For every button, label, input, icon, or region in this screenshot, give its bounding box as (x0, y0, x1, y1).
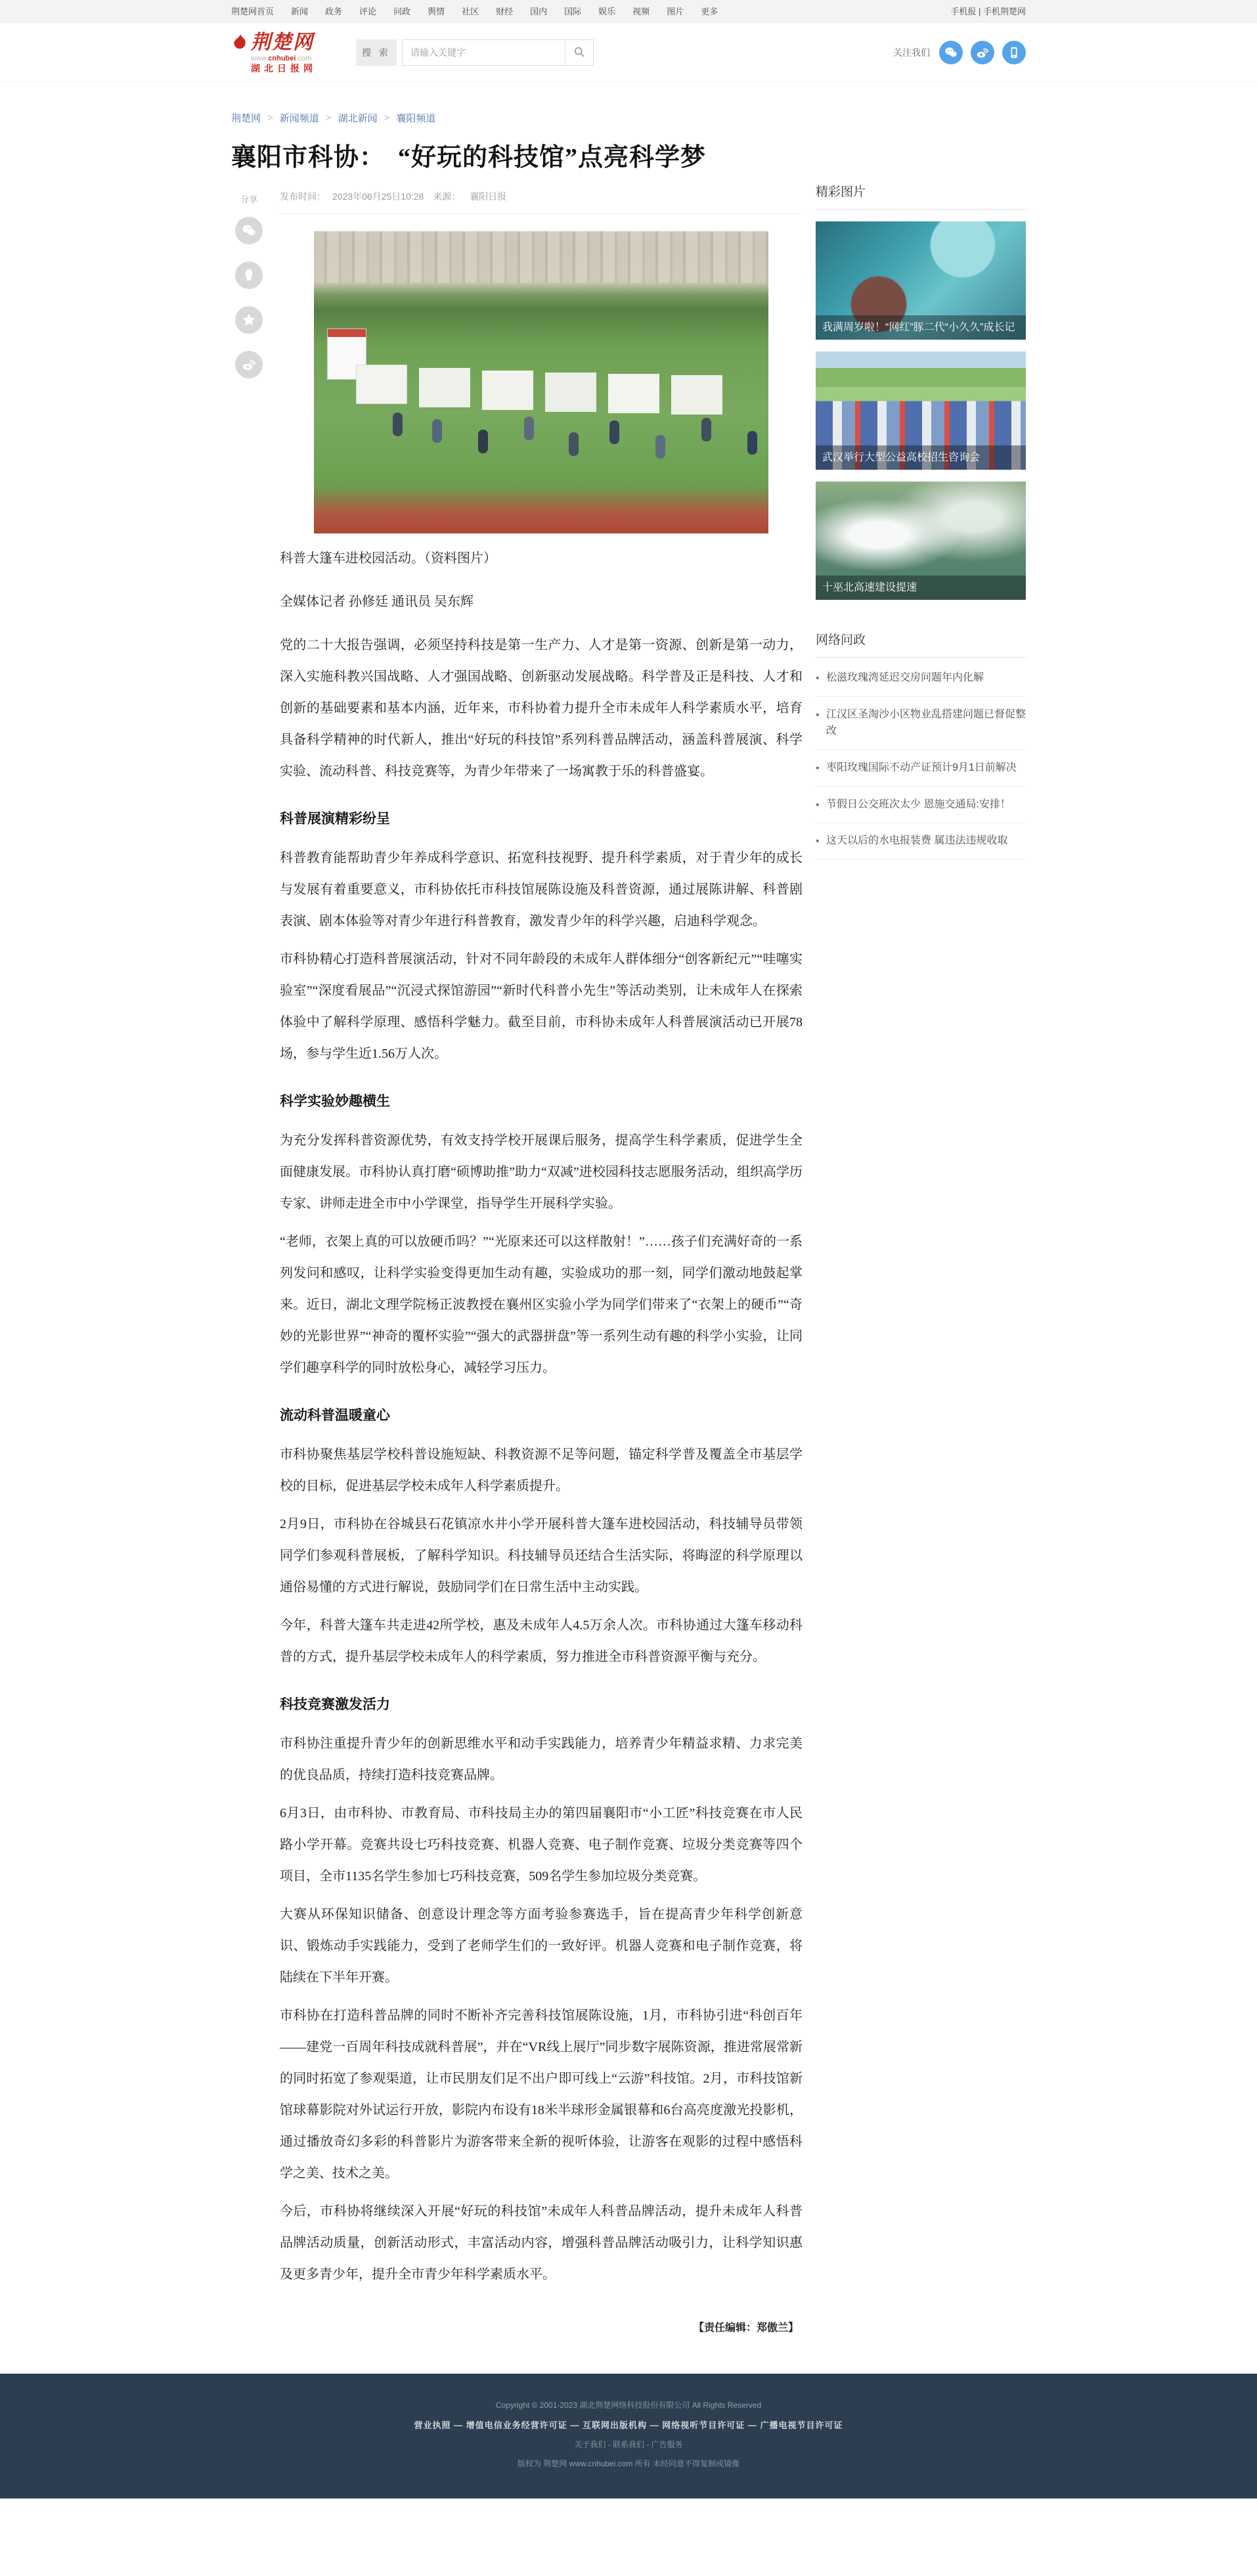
topbar-nav (231, 5, 718, 17)
footer-license-links[interactable]: 营业执照 — 增值电信业务经营许可证 — 互联网出版机构 — 网络视听节目许可证 — 广播电视节目许可证 (414, 2420, 843, 2431)
topbar-link[interactable]: 社区 (462, 7, 479, 16)
gallery-card-caption: 武汉举行大型公益高校招生咨询会 (816, 445, 1026, 470)
photo-display-boards-decor (356, 365, 407, 404)
politics-item[interactable]: • 江汉区圣淘沙小区物业乱搭建问题已督促整改 (816, 697, 1026, 750)
breadcrumb-link[interactable]: 襄阳频道 (396, 113, 436, 125)
article-paragraph: 市科协精心打造科普展演活动，针对不同年龄段的未成年人群体细分“创客新纪元”“哇噻实验室”“深度看展品”“沉浸式探馆游园”“新时代科普小先生”等活动类别，让未成年人在探索体验中了解科学原理、感悟科学魅力。截至目前，市科协未成年人科普展演活动已开展78场，参与学生近1.56万人次。 (280, 952, 803, 1062)
article-body (280, 629, 803, 2290)
photo-buildings-decor (314, 231, 768, 282)
gallery-card[interactable] (816, 221, 1026, 340)
topbar-link[interactable]: 财经 (496, 7, 514, 16)
politics-title: 网络问政 (816, 630, 1026, 658)
politics-item[interactable]: • 这天以后的水电报装费 属违法违规收取 (816, 823, 1026, 860)
gallery-list (816, 221, 1026, 600)
footer-text: 版权为 荆楚网 www.cnhubei.com 所有 未经同意不得复制或镜像 (517, 2459, 740, 2469)
search-icon (573, 45, 586, 60)
breadcrumb-separator: > (384, 112, 390, 124)
topbar-link[interactable]: 更多 (701, 7, 718, 16)
breadcrumb (231, 111, 803, 125)
breadcrumb-link[interactable]: 湖北新闻 (338, 113, 378, 125)
topbar-link[interactable]: 视频 (632, 7, 650, 16)
topbar-link[interactable]: 评论 (359, 7, 377, 16)
logo-url: www.cnhubei.com (251, 55, 312, 62)
topbar-link[interactable]: 图片 (667, 7, 684, 16)
wechat-share-icon[interactable] (235, 217, 263, 244)
politics-section (816, 630, 1026, 860)
wechat-icon[interactable] (939, 41, 963, 64)
article-paragraph: 科普教育能帮助青少年养成科学意识、拓宽科技视野、提升科学素质，对于青少年的成长与发展有着重要意义，市科协依托市科技馆展陈设施及科普资源，通过展陈讲解、科普剧表演、剧本体验等对青少年进行科普教育，激发青少年的科学兴趣，启迪科学观念。 (280, 851, 803, 929)
breadcrumb-link[interactable]: 荆楚网 (231, 113, 261, 125)
site-footer (0, 2374, 1257, 2498)
gallery-title: 精彩图片 (816, 182, 1026, 210)
source-value: 襄阳日报 (470, 191, 507, 202)
source-label: 来源： (433, 191, 461, 202)
page-title: 襄阳市科协： “好玩的科技馆”点亮科学梦 (231, 144, 707, 172)
topbar-link[interactable]: 舆情 (428, 7, 445, 16)
site-logo[interactable] (231, 32, 317, 74)
search-input[interactable] (402, 39, 565, 66)
topbar-link[interactable]: 问政 (393, 7, 411, 16)
weibo-share-icon[interactable] (235, 351, 263, 378)
editor-credit: 【责任编辑：郑傲兰】 (693, 2322, 799, 2334)
breadcrumb-separator: > (267, 112, 273, 124)
article-meta (280, 190, 803, 214)
politics-list (816, 660, 1026, 860)
flame-icon (231, 33, 248, 50)
share-label: 分享 (240, 194, 257, 205)
gallery-card[interactable] (816, 351, 1026, 470)
site-header (0, 22, 1257, 82)
article-paragraph: 为充分发挥科普资源优势，有效支持学校开展课后服务，提高学生科学素质，促进学生全面健康发展。市科协认真打磨“硕博助推”助力“双减”进校园科技志愿服务活动，组织高学历专家、讲师走进全市中小学课堂，指导学生开展科学实验。 (280, 1133, 803, 1211)
article-paragraph: 2月9日，市科协在谷城县石花镇凉水井小学开展科普大篷车进校园活动，科技辅导员带领同学们参观科普展板，了解科学知识。科技辅导员还结合生活实际，将晦涩的科学原理以通俗易懂的方式进行解说，鼓励同学们在日常生活中主动实践。 (280, 1517, 803, 1595)
article (267, 190, 803, 2334)
qq-share-icon[interactable] (235, 261, 263, 289)
publish-time: 2023年06月25日10:28 (332, 191, 424, 202)
article-paragraph: 6月3日，由市科协、市教育局、市科技局主办的第四届襄阳市“小工匠”科技竞赛在市人民路小学开幕。竞赛共设七巧科技竞赛、机器人竞赛、电子制作竞赛、垃圾分类竞赛等四个项目，全市1135名学生参加七巧科技竞赛，509名学生参加垃圾分类竞赛。 (280, 1806, 803, 1884)
logo-title: 荆楚网 (251, 32, 314, 53)
article-paragraph: 大赛从环保知识储备、创意设计理念等方面考验参赛选手，旨在提高青少年科学创新意识、锻炼动手实践能力，受到了老师学生们的一致好评。机器人竞赛和电子制作竞赛，将陆续在下半年开赛。 (280, 1907, 803, 1985)
topbar-link[interactable]: 国内 (530, 7, 548, 16)
gallery-card-caption: 十巫北高速建设提速 (816, 576, 1026, 600)
search-bar (356, 39, 594, 66)
article-photo (314, 231, 768, 533)
publish-time-label: 发布时间： (280, 191, 326, 202)
follow-us-label: 关注我们 (893, 47, 930, 58)
top-utility-bar (0, 0, 1257, 22)
article-paragraph: 市科协聚焦基层学校科普设施短缺、科教资源不足等问题，锚定科学普及覆盖全市基层学校的目标，促进基层学校未成年人科学素质提升。 (280, 1447, 803, 1494)
article-paragraph: 今年，科普大篷车共走进42所学校，惠及未成年人4.5万余人次。市科协通过大篷车移动科普的方式，提升基层学校未成年人的科学素质，努力推进全市科普资源平衡与充分。 (280, 1618, 803, 1665)
section-heading: 科技竞赛激发活力 (280, 1696, 390, 1713)
search-button[interactable] (565, 39, 594, 66)
article-paragraph: 市科协注重提升青少年的创新思维水平和动手实践能力，培养青少年精益求精、力求完美的优良品质，持续打造科技竞赛品牌。 (280, 1736, 803, 1783)
section-heading: 科学实验妙趣横生 (280, 1093, 390, 1110)
section-heading: 科普展演精彩纷呈 (280, 811, 390, 827)
sidebar (816, 82, 1026, 2334)
breadcrumb-separator: > (325, 112, 332, 124)
article-paragraph: 市科协在打造科普品牌的同时不断补齐完善科技馆展陈设施，1月，市科协引进“科创百年——建党一百周年科技成就科普展”，并在“VR线上展厅”同步数字展陈资源，推进常展常新的同时拓宽了参观渠道，让市民朋友们足不出户即可线上“云游”科技馆。2月，市科技馆新馆球幕影院对外试运行开放，影院内布设有18米半球形金属银幕和6台高亮度激光投影机，通过播放奇幻多彩的科普影片为游客带来全新的视听体验，让游客在观影的过程中感悟科学之美、技术之美。 (280, 2008, 803, 2181)
mobile-icon[interactable] (1002, 41, 1026, 64)
topbar-link[interactable]: 新闻 (291, 7, 309, 16)
breadcrumb-link[interactable]: 新闻频道 (279, 113, 319, 125)
mobile-site-link[interactable]: 手机报 | 手机荆楚网 (950, 7, 1026, 16)
footer-text: Copyright © 2001-2023 湖北荆楚网络科技股份有限公司 All Rights Reserved (495, 2401, 762, 2410)
share-rail (231, 190, 267, 2334)
article-paragraph: 今后，市科协将继续深入开展“好玩的科技馆”未成年人科普品牌活动，提升未成年人科普品牌活动质量，创新活动形式，丰富活动内容，增强科普品牌活动吸引力，让科学知识惠及更多青少年，提升全市青少年科学素质水平。 (280, 2204, 803, 2282)
article-paragraph: 党的二十大报告强调，必须坚持科技是第一生产力、人才是第一资源、创新是第一动力，深入实施科教兴国战略、人才强国战略、创新驱动发展战略。科学普及正是科技、人才和创新的基础要素和基本内涵，近年来，市科协着力提升全市未成年人科学素质水平，培育具备科学精神的时代新人，推出“好玩的科技馆”系列科普品牌活动，涵盖科普展演、科学实验、流动科普、科技竞赛等，为青少年带来了一场寓教于乐的科普盛宴。 (280, 638, 803, 779)
politics-item[interactable]: • 枣阳玫瑰国际不动产证预计9月1日前解决 (816, 750, 1026, 787)
gallery-card[interactable] (816, 482, 1026, 600)
topbar-link[interactable]: 娱乐 (598, 7, 616, 16)
weibo-icon[interactable] (971, 41, 994, 64)
follow-us (893, 41, 1026, 64)
topbar-link[interactable]: 政务 (325, 7, 343, 16)
photo-caption: 科普大篷车进校园活动。（资料图片） (280, 551, 496, 566)
politics-item[interactable]: • 节假日公交班次太少 恩施交通局:安排！ (816, 787, 1026, 824)
article-byline: 全媒体记者 孙修廷 通讯员 吴东辉 (280, 595, 474, 610)
section-heading: 流动科普温暖童心 (280, 1407, 390, 1424)
topbar-link[interactable]: 荆楚网首页 (231, 7, 275, 16)
qzone-share-icon[interactable] (235, 306, 263, 334)
politics-item[interactable]: • 松滋玫瑰湾延迟交房问题年内化解 (816, 660, 1026, 697)
search-label: 搜 索 (356, 39, 397, 66)
photo-students-decor (393, 413, 403, 436)
article-paragraph: “老师，衣架上真的可以放硬币吗？”“光原来还可以这样散射！”……孩子们充满好奇的一系列发问和感叹，让科学实验变得更加生动有趣，实验成功的那一刻，同学们激动地鼓起掌来。近日，湖北文理学院杨正波教授在襄州区实验小学为同学们带来了“衣架上的硬币”“奇妙的光影世界”“神奇的覆杯实验”“强大的武器拼盘”等一系列生动有趣的科学小实验，让同学们趣享科学的同时放松身心，减轻学习压力。 (280, 1234, 803, 1376)
footer-about-links[interactable]: 关于我们 - 联系我们 - 广告服务 (574, 2440, 683, 2450)
gallery-card-caption: 我满周岁啦！“网红”豚二代“小久久”成长记 (816, 315, 1026, 340)
logo-subtitle: 湖北日报网 (251, 63, 317, 74)
topbar-link[interactable]: 国际 (564, 7, 582, 16)
